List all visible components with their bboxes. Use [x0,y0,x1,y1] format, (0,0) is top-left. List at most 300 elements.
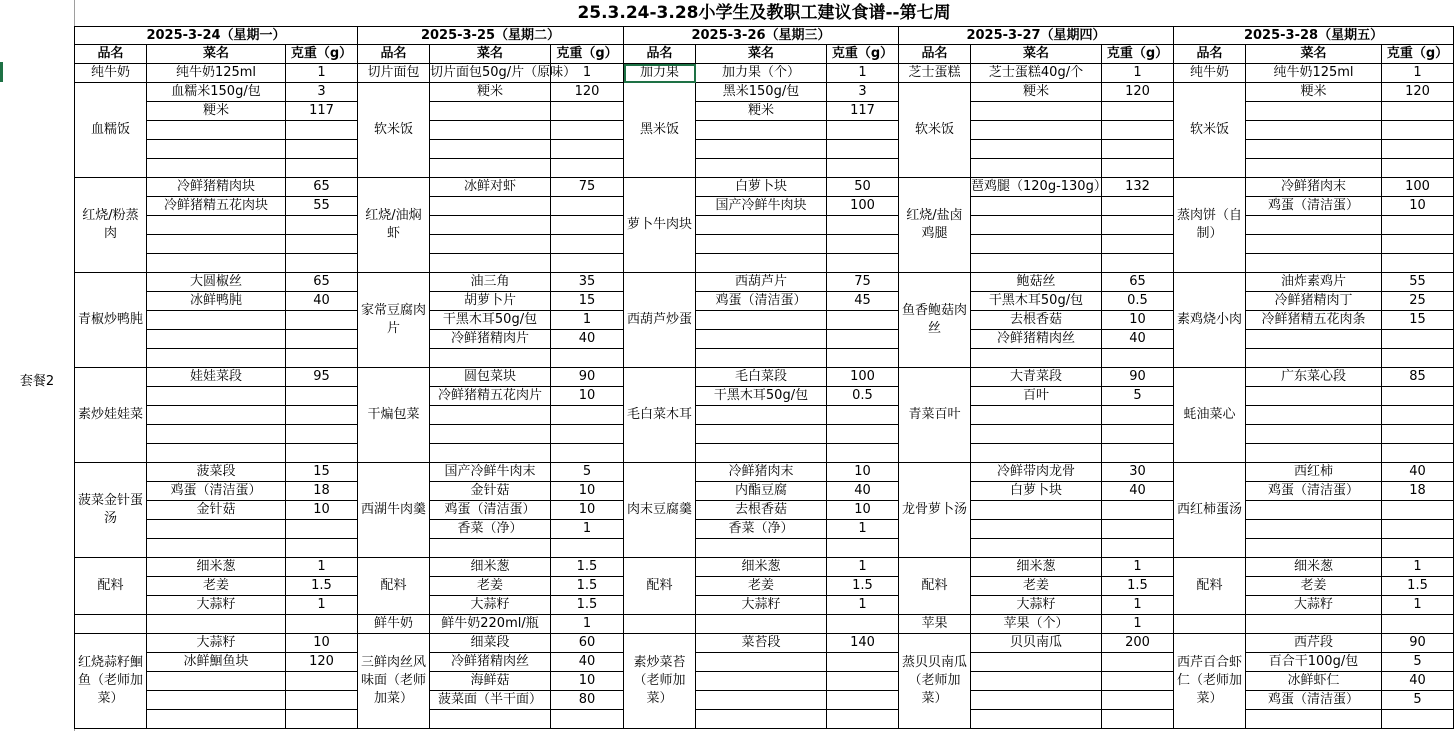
weight-cell[interactable] [286,330,358,349]
col-header-weight[interactable]: 克重（g） [551,45,624,64]
dish-name-cell[interactable]: 芝士蛋糕 [899,64,971,83]
weight-cell[interactable] [1382,159,1454,178]
ingredient-cell[interactable] [430,140,551,159]
weight-cell[interactable] [551,159,624,178]
dish-name-cell[interactable]: 软米饭 [1174,83,1246,178]
ingredient-cell[interactable]: 鸡蛋（清洁蛋） [1246,482,1382,501]
ingredient-cell[interactable]: 鲍菇丝 [971,273,1102,292]
weight-cell[interactable]: 1 [551,311,624,330]
weight-cell[interactable]: 1.5 [286,577,358,596]
ingredient-cell[interactable] [147,406,286,425]
weight-cell[interactable] [286,159,358,178]
col-header-dish[interactable]: 菜名 [430,45,551,64]
weight-cell[interactable]: 15 [551,292,624,311]
ingredient-cell[interactable] [1246,159,1382,178]
weight-cell[interactable]: 10 [827,463,899,482]
dish-name-cell[interactable]: 软米饭 [899,83,971,178]
weight-cell[interactable]: 1 [551,64,624,83]
ingredient-cell[interactable] [430,159,551,178]
dish-name-cell[interactable]: 配料 [899,558,971,615]
ingredient-cell[interactable] [147,235,286,254]
ingredient-cell[interactable]: 黑米150g/包 [696,83,827,102]
ingredient-cell[interactable]: 冷鲜猪精五花肉片 [430,387,551,406]
ingredient-cell[interactable] [971,653,1102,672]
weight-cell[interactable] [1382,425,1454,444]
ingredient-cell[interactable] [971,539,1102,558]
ingredient-cell[interactable] [696,615,827,634]
weight-cell[interactable] [827,539,899,558]
weight-cell[interactable] [551,102,624,121]
weight-cell[interactable]: 120 [551,83,624,102]
weight-cell[interactable] [286,672,358,691]
weight-cell[interactable] [827,235,899,254]
ingredient-cell[interactable] [430,254,551,273]
ingredient-cell[interactable]: 冷鲜猪精肉块 [147,178,286,197]
weight-cell[interactable] [1382,406,1454,425]
weight-cell[interactable] [1102,159,1174,178]
weight-cell[interactable]: 35 [551,273,624,292]
ingredient-cell[interactable] [430,102,551,121]
dish-name-cell[interactable]: 素炒娃娃菜 [75,368,147,463]
weight-cell[interactable]: 50 [827,178,899,197]
weight-cell[interactable]: 200 [1102,634,1174,653]
ingredient-cell[interactable] [971,406,1102,425]
dish-name-cell[interactable]: 苹果 [899,615,971,634]
ingredient-cell[interactable]: 胡萝卜片 [430,292,551,311]
ingredient-cell[interactable]: 大青菜段 [971,368,1102,387]
col-header-weight[interactable]: 克重（g） [1382,45,1454,64]
col-header-item[interactable]: 品名 [1174,45,1246,64]
weight-cell[interactable]: 90 [1382,634,1454,653]
ingredient-cell[interactable] [1246,387,1382,406]
ingredient-cell[interactable] [430,349,551,368]
ingredient-cell[interactable] [147,159,286,178]
weight-cell[interactable]: 120 [286,653,358,672]
ingredient-cell[interactable] [696,710,827,729]
ingredient-cell[interactable]: 去根香菇 [971,311,1102,330]
weight-cell[interactable] [551,425,624,444]
dish-name-cell[interactable]: 切片面包 [358,64,430,83]
ingredient-cell[interactable]: 鸡蛋（清洁蛋） [1246,691,1382,710]
ingredient-cell[interactable]: 西芹段 [1246,634,1382,653]
weight-cell[interactable] [286,387,358,406]
ingredient-cell[interactable]: 西葫芦片 [696,273,827,292]
dish-name-cell[interactable]: 红烧/盐卤鸡腿 [899,178,971,273]
weight-cell[interactable] [1382,254,1454,273]
ingredient-cell[interactable]: 干黑木耳50g/包 [696,387,827,406]
weight-cell[interactable]: 85 [1382,368,1454,387]
weight-cell[interactable]: 65 [286,178,358,197]
dish-name-cell[interactable]: 西芹百合虾仁（老师加菜） [1174,634,1246,729]
col-header-item[interactable]: 品名 [358,45,430,64]
day-date-header[interactable]: 2025-3-26（星期三） [624,27,899,45]
ingredient-cell[interactable]: 百叶 [971,387,1102,406]
weight-cell[interactable]: 1 [827,520,899,539]
ingredient-cell[interactable]: 金针菇 [430,482,551,501]
dish-name-cell[interactable]: 蒸肉饼（自制） [1174,178,1246,273]
weight-cell[interactable] [286,444,358,463]
weight-cell[interactable] [827,121,899,140]
weight-cell[interactable] [1382,615,1454,634]
weight-cell[interactable]: 10 [1382,197,1454,216]
weight-cell[interactable] [827,653,899,672]
ingredient-cell[interactable] [696,121,827,140]
dish-name-cell[interactable]: 西湖牛肉羹 [358,463,430,558]
ingredient-cell[interactable] [696,653,827,672]
weight-cell[interactable] [1102,197,1174,216]
weight-cell[interactable] [827,349,899,368]
dish-name-cell[interactable]: 萝卜牛肉块 [624,178,696,273]
weight-cell[interactable]: 3 [286,83,358,102]
ingredient-cell[interactable]: 菠菜段 [147,463,286,482]
weight-cell[interactable]: 1 [286,64,358,83]
weight-cell[interactable]: 60 [551,634,624,653]
ingredient-cell[interactable]: 血糯米150g/包 [147,83,286,102]
ingredient-cell[interactable]: 切片面包50g/片（原味） [430,64,551,83]
ingredient-cell[interactable] [971,444,1102,463]
weight-cell[interactable] [286,349,358,368]
ingredient-cell[interactable]: 香菜（净） [696,520,827,539]
dish-name-cell[interactable]: 素炒菜苔（老师加菜） [624,634,696,729]
weight-cell[interactable] [1102,520,1174,539]
weight-cell[interactable]: 30 [1102,463,1174,482]
weight-cell[interactable]: 1 [1382,596,1454,615]
weight-cell[interactable]: 1.5 [551,596,624,615]
weight-cell[interactable]: 75 [827,273,899,292]
ingredient-cell[interactable]: 干黑木耳50g/包 [971,292,1102,311]
dish-name-cell[interactable]: 青椒炒鸭肫 [75,273,147,368]
weight-cell[interactable] [551,539,624,558]
ingredient-cell[interactable] [430,444,551,463]
ingredient-cell[interactable] [1246,520,1382,539]
weight-cell[interactable]: 95 [286,368,358,387]
weight-cell[interactable] [286,216,358,235]
weight-cell[interactable]: 55 [1382,273,1454,292]
ingredient-cell[interactable]: 老姜 [430,577,551,596]
ingredient-cell[interactable] [1246,216,1382,235]
weight-cell[interactable] [286,615,358,634]
weight-cell[interactable] [551,406,624,425]
weight-cell[interactable] [551,140,624,159]
weight-cell[interactable]: 40 [827,482,899,501]
ingredient-cell[interactable] [971,349,1102,368]
ingredient-cell[interactable] [1246,539,1382,558]
weight-cell[interactable]: 1.5 [551,577,624,596]
weight-cell[interactable]: 80 [551,691,624,710]
ingredient-cell[interactable] [430,710,551,729]
weight-cell[interactable]: 75 [551,178,624,197]
weight-cell[interactable]: 120 [1102,83,1174,102]
ingredient-cell[interactable] [147,121,286,140]
day-date-header[interactable]: 2025-3-27（星期四） [899,27,1174,45]
weight-cell[interactable]: 10 [551,482,624,501]
weight-cell[interactable]: 10 [286,501,358,520]
ingredient-cell[interactable] [971,254,1102,273]
col-header-dish[interactable]: 菜名 [147,45,286,64]
dish-name-cell[interactable]: 龙骨萝卜汤 [899,463,971,558]
weight-cell[interactable]: 40 [551,653,624,672]
weight-cell[interactable]: 0.5 [1102,292,1174,311]
dish-name-cell[interactable]: 鱼香鲍菇肉丝 [899,273,971,368]
weight-cell[interactable] [286,121,358,140]
ingredient-cell[interactable]: 油三角 [430,273,551,292]
col-header-weight[interactable]: 克重（g） [286,45,358,64]
weight-cell[interactable] [1102,102,1174,121]
ingredient-cell[interactable] [1246,444,1382,463]
dish-name-cell[interactable]: 西葫芦炒蛋 [624,273,696,368]
ingredient-cell[interactable] [696,140,827,159]
weight-cell[interactable] [1102,539,1174,558]
ingredient-cell[interactable]: 冷鲜猪精五花肉块 [147,197,286,216]
ingredient-cell[interactable] [971,425,1102,444]
dish-name-cell[interactable]: 家常豆腐肉片 [358,273,430,368]
dish-name-cell[interactable]: 黑米饭 [624,83,696,178]
ingredient-cell[interactable] [971,501,1102,520]
weight-cell[interactable]: 1 [1382,558,1454,577]
ingredient-cell[interactable] [430,406,551,425]
weight-cell[interactable]: 0.5 [827,387,899,406]
ingredient-cell[interactable]: 金针菇 [147,501,286,520]
weight-cell[interactable]: 100 [827,197,899,216]
day-date-header[interactable]: 2025-3-25（星期二） [358,27,624,45]
weight-cell[interactable]: 1 [286,558,358,577]
ingredient-cell[interactable]: 内酯豆腐 [696,482,827,501]
ingredient-cell[interactable] [696,349,827,368]
weight-cell[interactable]: 117 [827,102,899,121]
dish-name-cell[interactable]: 菠菜金针蛋汤 [75,463,147,558]
ingredient-cell[interactable] [147,672,286,691]
weight-cell[interactable]: 1 [1102,596,1174,615]
ingredient-cell[interactable] [1246,121,1382,140]
weight-cell[interactable]: 40 [1102,330,1174,349]
weight-cell[interactable] [827,425,899,444]
weight-cell[interactable]: 55 [286,197,358,216]
dish-name-cell[interactable]: 鲜牛奶 [358,615,430,634]
ingredient-cell[interactable]: 圆包菜块 [430,368,551,387]
weight-cell[interactable] [827,330,899,349]
ingredient-cell[interactable] [147,349,286,368]
ingredient-cell[interactable]: 大圆椒丝 [147,273,286,292]
dish-name-cell[interactable]: 血糯饭 [75,83,147,178]
col-header-dish[interactable]: 菜名 [696,45,827,64]
ingredient-cell[interactable]: 芝士蛋糕40g/个 [971,64,1102,83]
weight-cell[interactable]: 140 [827,634,899,653]
ingredient-cell[interactable]: 鸡蛋（清洁蛋） [1246,197,1382,216]
ingredient-cell[interactable] [1246,501,1382,520]
weight-cell[interactable] [286,539,358,558]
ingredient-cell[interactable] [696,672,827,691]
ingredient-cell[interactable]: 冰鲜鸭肫 [147,292,286,311]
dish-name-cell[interactable]: 配料 [624,558,696,615]
weight-cell[interactable] [1102,406,1174,425]
dish-name-cell[interactable]: 配料 [358,558,430,615]
weight-cell[interactable] [827,444,899,463]
ingredient-cell[interactable] [971,672,1102,691]
ingredient-cell[interactable] [696,311,827,330]
weight-cell[interactable]: 15 [286,463,358,482]
ingredient-cell[interactable]: 国产冷鲜牛肉块 [696,197,827,216]
weight-cell[interactable] [827,406,899,425]
weight-cell[interactable]: 90 [551,368,624,387]
dish-name-cell[interactable] [624,615,696,634]
weight-cell[interactable] [1382,216,1454,235]
weight-cell[interactable]: 25 [1382,292,1454,311]
dish-name-cell[interactable]: 蒸贝贝南瓜（老师加菜） [899,634,971,729]
ingredient-cell[interactable]: 大蒜籽 [971,596,1102,615]
weight-cell[interactable] [1382,501,1454,520]
ingredient-cell[interactable]: 冷鲜带肉龙骨 [971,463,1102,482]
ingredient-cell[interactable]: 广东菜心段 [1246,368,1382,387]
ingredient-cell[interactable]: 贝贝南瓜 [971,634,1102,653]
ingredient-cell[interactable]: 大蒜籽 [147,634,286,653]
ingredient-cell[interactable]: 菠菜面（半干面） [430,691,551,710]
ingredient-cell[interactable] [971,520,1102,539]
weight-cell[interactable]: 10 [551,387,624,406]
weight-cell[interactable]: 100 [827,368,899,387]
ingredient-cell[interactable]: 细米葱 [971,558,1102,577]
weight-cell[interactable]: 1 [551,615,624,634]
weight-cell[interactable] [827,710,899,729]
weight-cell[interactable]: 1 [1102,558,1174,577]
ingredient-cell[interactable] [1246,235,1382,254]
weight-cell[interactable] [286,311,358,330]
ingredient-cell[interactable] [1246,140,1382,159]
weight-cell[interactable] [827,672,899,691]
ingredient-cell[interactable]: 冷鲜猪肉末 [696,463,827,482]
weight-cell[interactable] [1382,444,1454,463]
weight-cell[interactable] [286,691,358,710]
ingredient-cell[interactable] [1246,330,1382,349]
ingredient-cell[interactable]: 粳米 [1246,83,1382,102]
col-header-weight[interactable]: 克重（g） [827,45,899,64]
weight-cell[interactable]: 10 [827,501,899,520]
ingredient-cell[interactable]: 纯牛奶125ml [147,64,286,83]
dish-name-cell[interactable]: 干煸包菜 [358,368,430,463]
weight-cell[interactable] [827,615,899,634]
weight-cell[interactable] [1102,710,1174,729]
ingredient-cell[interactable]: 粳米 [147,102,286,121]
ingredient-cell[interactable] [971,235,1102,254]
weight-cell[interactable] [1382,387,1454,406]
ingredient-cell[interactable]: 白萝卜块 [696,178,827,197]
ingredient-cell[interactable] [147,615,286,634]
ingredient-cell[interactable]: 去根香菇 [696,501,827,520]
weight-cell[interactable] [551,444,624,463]
ingredient-cell[interactable]: 琶鸡腿（120g-130g） [971,178,1102,197]
weight-cell[interactable]: 1 [827,596,899,615]
weight-cell[interactable] [1382,121,1454,140]
col-header-dish[interactable]: 菜名 [971,45,1102,64]
ingredient-cell[interactable] [147,330,286,349]
weight-cell[interactable] [1102,216,1174,235]
ingredient-cell[interactable] [147,520,286,539]
ingredient-cell[interactable]: 老姜 [1246,577,1382,596]
weight-cell[interactable] [1102,444,1174,463]
weight-cell[interactable] [1382,330,1454,349]
ingredient-cell[interactable]: 加力果（个） [696,64,827,83]
ingredient-cell[interactable] [147,710,286,729]
weight-cell[interactable]: 120 [1382,83,1454,102]
weight-cell[interactable] [1382,140,1454,159]
ingredient-cell[interactable]: 毛白菜段 [696,368,827,387]
dish-name-cell[interactable]: 肉末豆腐羹 [624,463,696,558]
weight-cell[interactable] [1102,121,1174,140]
weight-cell[interactable] [1102,653,1174,672]
ingredient-cell[interactable]: 苹果（个） [971,615,1102,634]
dish-name-cell[interactable]: 软米饭 [358,83,430,178]
dish-name-cell[interactable] [75,615,147,634]
ingredient-cell[interactable]: 冰鲜对虾 [430,178,551,197]
ingredient-cell[interactable] [971,710,1102,729]
ingredient-cell[interactable]: 老姜 [147,577,286,596]
ingredient-cell[interactable]: 干黑木耳50g/包 [430,311,551,330]
weight-cell[interactable] [1102,691,1174,710]
dish-name-cell[interactable]: 红烧/油焖虾 [358,178,430,273]
ingredient-cell[interactable] [696,159,827,178]
ingredient-cell[interactable] [147,387,286,406]
ingredient-cell[interactable]: 细米葱 [696,558,827,577]
weight-cell[interactable]: 10 [551,672,624,691]
dish-name-cell[interactable]: 纯牛奶 [1174,64,1246,83]
day-date-header[interactable]: 2025-3-24（星期一） [75,27,358,45]
ingredient-cell[interactable]: 纯牛奶125ml [1246,64,1382,83]
ingredient-cell[interactable]: 细米葱 [1246,558,1382,577]
weight-cell[interactable]: 45 [827,292,899,311]
weight-cell[interactable] [1382,520,1454,539]
weight-cell[interactable]: 10 [1102,311,1174,330]
ingredient-cell[interactable] [971,691,1102,710]
weight-cell[interactable] [286,406,358,425]
weight-cell[interactable] [827,311,899,330]
ingredient-cell[interactable]: 大蒜籽 [430,596,551,615]
dish-name-cell[interactable] [1174,615,1246,634]
day-date-header[interactable]: 2025-3-28（星期五） [1174,27,1454,45]
weight-cell[interactable]: 100 [1382,178,1454,197]
ingredient-cell[interactable] [1246,406,1382,425]
ingredient-cell[interactable] [696,691,827,710]
ingredient-cell[interactable] [696,406,827,425]
ingredient-cell[interactable] [971,140,1102,159]
weight-cell[interactable] [1102,140,1174,159]
ingredient-cell[interactable]: 冷鲜猪精肉丝 [430,653,551,672]
weight-cell[interactable] [286,254,358,273]
weight-cell[interactable] [1382,710,1454,729]
weight-cell[interactable]: 40 [1382,672,1454,691]
col-header-item[interactable]: 品名 [624,45,696,64]
weight-cell[interactable]: 1 [1382,64,1454,83]
ingredient-cell[interactable]: 老姜 [696,577,827,596]
ingredient-cell[interactable] [971,121,1102,140]
ingredient-cell[interactable]: 粳米 [696,102,827,121]
weight-cell[interactable]: 5 [551,463,624,482]
ingredient-cell[interactable] [430,197,551,216]
ingredient-cell[interactable] [971,102,1102,121]
ingredient-cell[interactable] [696,216,827,235]
weight-cell[interactable] [286,235,358,254]
ingredient-cell[interactable]: 香菜（净） [430,520,551,539]
ingredient-cell[interactable] [147,444,286,463]
dish-name-cell[interactable]: 毛白菜木耳 [624,368,696,463]
weight-cell[interactable]: 5 [1382,653,1454,672]
ingredient-cell[interactable] [971,159,1102,178]
weight-cell[interactable] [286,140,358,159]
ingredient-cell[interactable] [696,235,827,254]
weight-cell[interactable] [286,425,358,444]
ingredient-cell[interactable]: 冷鲜猪肉末 [1246,178,1382,197]
ingredient-cell[interactable]: 细菜段 [430,634,551,653]
ingredient-cell[interactable] [1246,425,1382,444]
weight-cell[interactable]: 18 [1382,482,1454,501]
